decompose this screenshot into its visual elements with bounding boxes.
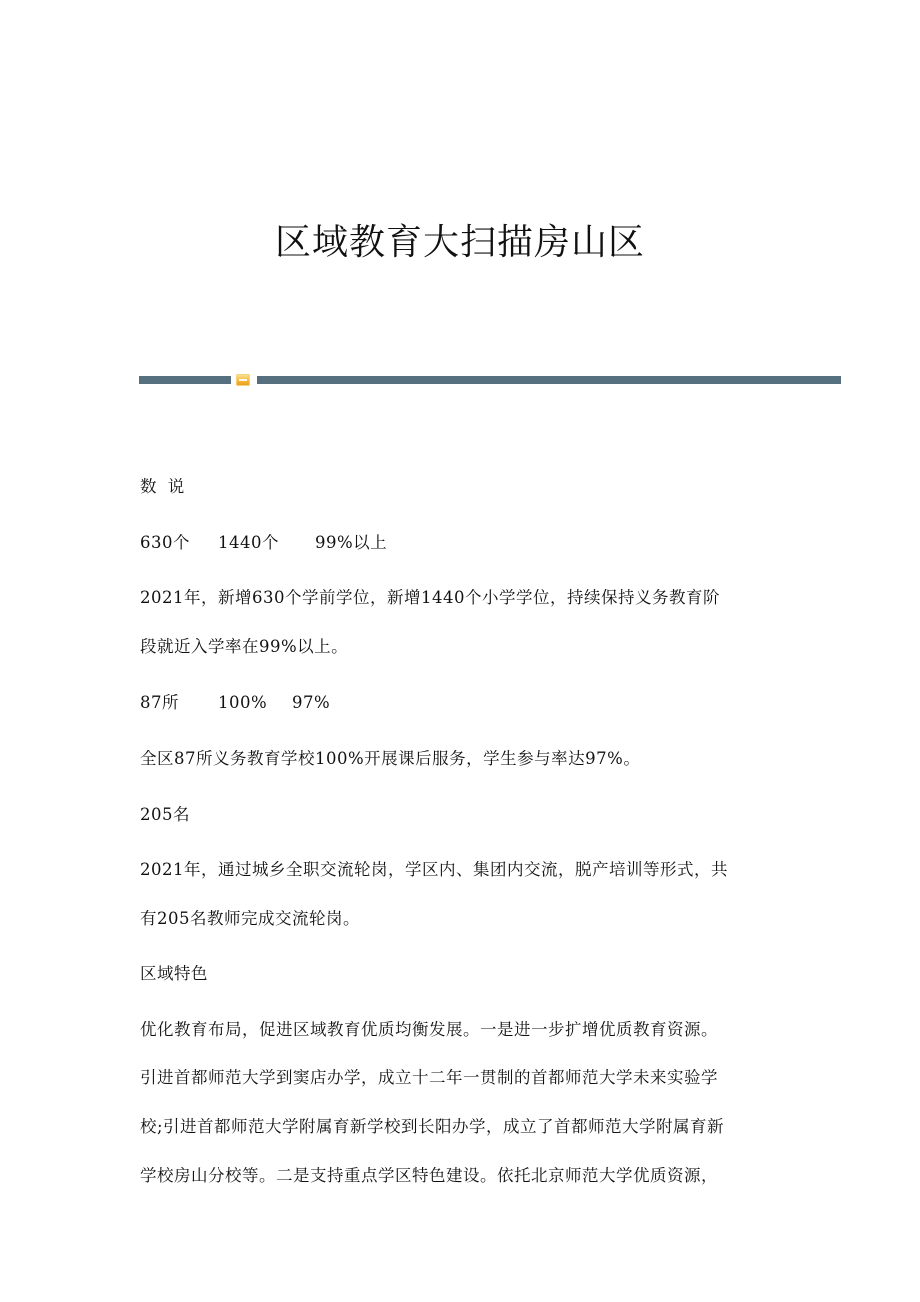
stats-row-1 — [140, 529, 387, 553]
paragraph-line: 2021年，新增630个学前学位，新增1440个小学学位，持续保持义务教育阶 — [140, 588, 720, 607]
paragraph-line: 全区87所义务教育学校100%开展课后服务，学生参与率达97%。 — [140, 749, 641, 768]
stat-value: 1440个 — [218, 533, 279, 552]
paragraph-line: 有205名教师完成交流轮岗。 — [140, 909, 360, 928]
document-title: 区域教育大扫描房山区 — [274, 222, 645, 263]
paragraph-line: 学校房山分校等。二是支持重点学区特色建设。依托北京师范大学优质资源， — [140, 1166, 718, 1185]
paragraph-line: 校;引进首都师范大学附属育新学校到长阳办学，成立了首都师范大学附属育新 — [140, 1117, 725, 1136]
stats-row-2 — [140, 689, 330, 713]
stat-value: 87所 — [140, 693, 179, 712]
stat-value: 99%以上 — [315, 533, 388, 552]
stat-value: 100% — [218, 693, 268, 712]
paragraph-line: 2021年，通过城乡全职交流轮岗，学区内、集团内交流，脱产培训等形式，共 — [140, 860, 728, 879]
divider-bar-right — [257, 376, 841, 384]
section-heading-features: 区域特色 — [140, 964, 208, 983]
divider-emblem-icon — [236, 374, 250, 386]
section-heading-data: 数 说 — [140, 477, 188, 496]
paragraph-line: 引进首都师范大学到窦店办学，成立十二年一贯制的首都师范大学未来实验学 — [140, 1068, 718, 1087]
stat-value: 630个 — [140, 533, 190, 552]
stat-value: 205名 — [140, 805, 190, 824]
paragraph-line: 段就近入学率在99%以上。 — [140, 637, 349, 656]
divider-bar-left — [139, 376, 231, 384]
title-divider — [139, 374, 841, 386]
stat-value: 97% — [292, 693, 331, 712]
paragraph-line: 优化教育布局，促进区域教育优质均衡发展。一是进一步扩增优质教育资源。 — [140, 1020, 718, 1039]
